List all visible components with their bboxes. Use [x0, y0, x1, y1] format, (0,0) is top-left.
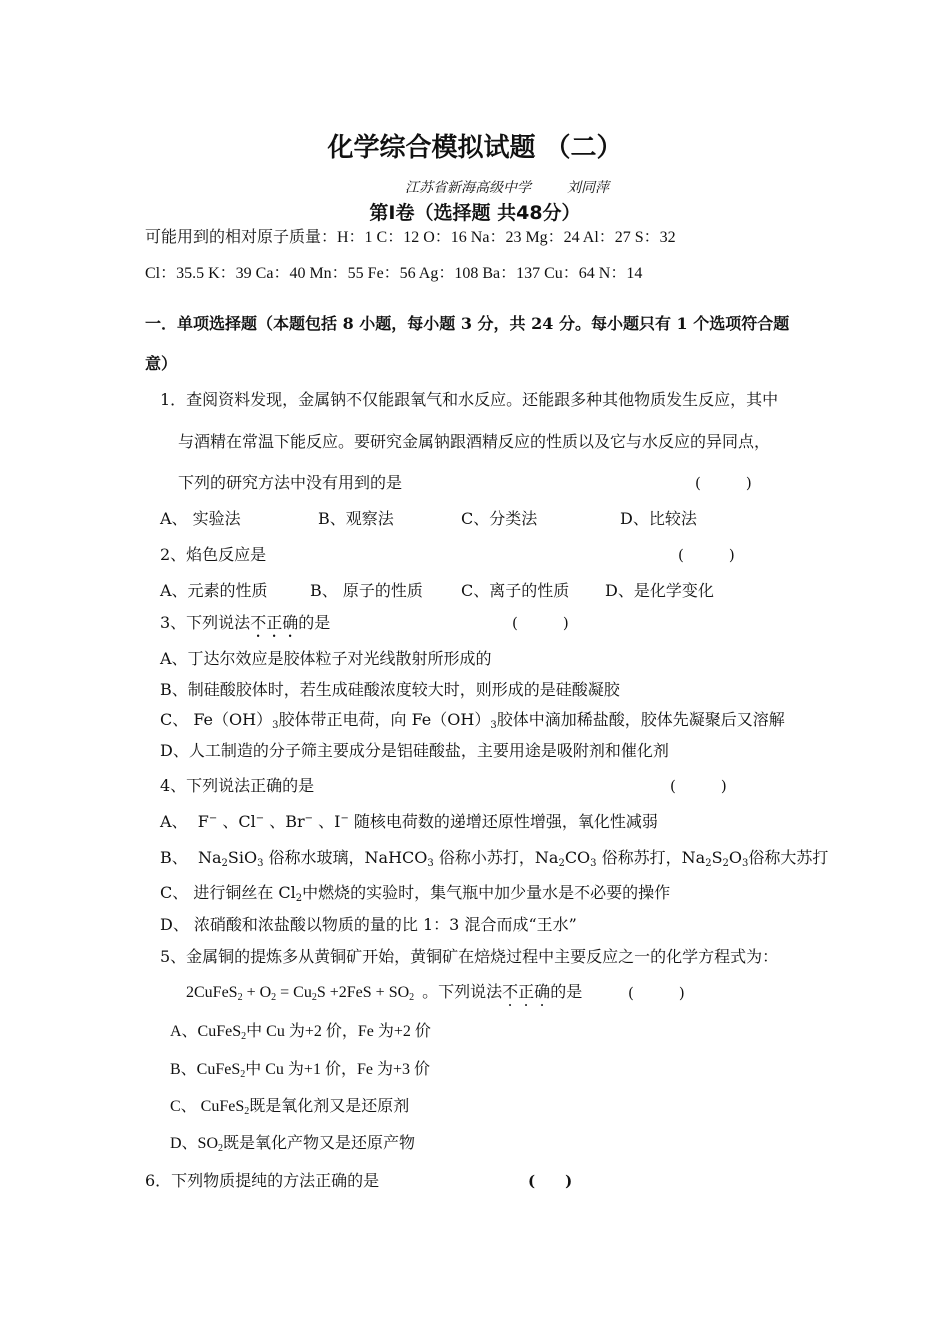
q4-c-part-2: 中燃烧的实验时，集气瓶中加少量水是不必要的操作 — [302, 883, 671, 902]
q5-c-part: C、 CuFeS — [170, 1098, 245, 1115]
ion-br: Br — [285, 812, 305, 831]
q5-stem-pre: 。下列说法 — [422, 984, 503, 1001]
q5-answer-blank: ( ) — [628, 984, 685, 1002]
section-heading-line-1: 一．单项选择题（本题包括 8 小题，每小题 3 分，共 24 分。每小题只有 1 个选项符合题 — [145, 314, 790, 333]
section-heading-line-2: 意） — [145, 354, 178, 373]
volume-heading: 第Ⅰ卷（选择题 共48分） — [369, 202, 581, 224]
q3-option-d: D、人工制造的分子筛主要成分是铝硅酸盐，主要用途是吸附剂和催化剂 — [160, 741, 669, 760]
eq-part: 2CuFeS — [186, 984, 238, 1001]
q3-c-sub-2: 3 — [490, 720, 497, 731]
q4-option-b — [160, 848, 828, 868]
ion-f: F — [197, 812, 209, 831]
q5-a-part: A、CuFeS — [170, 1023, 242, 1040]
ion-sep: 、 — [269, 812, 286, 831]
formula-sub: 2 — [722, 858, 729, 869]
formula-sub: 2 — [558, 858, 565, 869]
q3-option-c — [160, 710, 785, 730]
q6-stem: 6．下列物质提纯的方法正确的是 — [145, 1171, 380, 1190]
q3-c-part-1: C、 Fe（OH） — [160, 710, 273, 729]
ion-charge: − — [340, 813, 349, 824]
q4-b-label: B、 — [160, 848, 188, 867]
q3-option-b: B、制硅酸胶体时，若生成硅酸浓度较大时，则形成的是硅酸凝胶 — [160, 680, 620, 699]
eq-part: = Cu — [276, 984, 312, 1001]
q5-emphasis: 不正确 — [502, 984, 551, 1001]
q5-a-sub: 2 — [241, 1031, 247, 1042]
q5-b-part: B、CuFeS — [170, 1061, 241, 1078]
q5-c-part: 既是氧化剂又是还原剂 — [249, 1098, 410, 1115]
author-line — [405, 177, 609, 197]
q4-c-part-1: C、 进行铜丝在 Cl — [160, 883, 296, 902]
q6-answer-blank: ( ) — [528, 1172, 573, 1190]
q5-a-part: 中 Cu 为+2 价，Fe 为+2 价 — [246, 1023, 431, 1040]
q5-option-a — [170, 1022, 431, 1042]
q3-c-part-3: 胶体中滴加稀盐酸，胶体先凝聚后又溶解 — [496, 710, 785, 729]
q4-b-text-3: 俗称苏打， — [601, 848, 682, 867]
q3-stem-post: 的是 — [298, 613, 331, 632]
q5-d-part: 既是氧化产物又是还原产物 — [223, 1135, 416, 1152]
q3-c-part-2: 胶体带正电荷，向 Fe（OH） — [278, 710, 491, 729]
formula-text: S — [711, 848, 723, 867]
q3-stem — [160, 613, 330, 641]
q4-answer-blank: ( ) — [670, 777, 727, 795]
q5-c-sub: 2 — [244, 1106, 250, 1117]
q2-stem: 2、焰色反应是 — [160, 545, 267, 564]
ion-sep: 、 — [222, 812, 239, 831]
q1-stem-line-2: 与酒精在常温下能反应。要研究金属钠跟酒精反应的性质以及它与水反应的异同点， — [178, 432, 771, 451]
q4-a-label: A、 — [160, 812, 188, 831]
q4-option-a — [160, 812, 658, 832]
formula-sub: 3 — [742, 858, 749, 869]
q4-a-text: 随核电荷数的递增还原性增强，氧化性减弱 — [353, 812, 658, 831]
q1-option-c: C、分类法 — [461, 509, 538, 528]
q1-answer-blank: ( ) — [695, 474, 752, 492]
q1-option-d: D、比较法 — [620, 509, 697, 528]
eq-part: S +2FeS + SO — [316, 984, 410, 1001]
formula-sub: 3 — [590, 858, 597, 869]
q4-option-c — [160, 883, 670, 903]
q3-stem-pre: 3、下列说法 — [160, 613, 251, 632]
ion-i: I — [334, 812, 341, 831]
formula-sub: 2 — [705, 858, 712, 869]
q2-option-a: A、元素的性质 — [160, 581, 268, 600]
q5-stem-post: 的是 — [550, 984, 583, 1001]
formula-sub: 3 — [257, 858, 264, 869]
q4-b-text-2: 俗称小苏打， — [438, 848, 535, 867]
eq-sub: 2 — [311, 992, 317, 1003]
school-name: 江苏省新海高级中学 — [405, 180, 531, 196]
q5-d-part: D、SO — [170, 1135, 219, 1152]
q2-option-c: C、离子的性质 — [461, 581, 570, 600]
ion-sep: 、 — [318, 812, 335, 831]
q1-stem-line-3: 下列的研究方法中没有用到的是 — [178, 473, 403, 492]
q3-answer-blank: ( ) — [512, 614, 569, 632]
q5-b-part: 中 Cu 为+1 价，Fe 为+3 价 — [245, 1061, 430, 1078]
formula-text: NaHCO — [364, 848, 428, 867]
eq-sub: 2 — [237, 992, 243, 1003]
q5-option-c — [170, 1097, 409, 1117]
q5-equation — [186, 983, 582, 1010]
q3-option-a: A、丁达尔效应是胶体粒子对光线散射所形成的 — [160, 649, 492, 668]
q1-option-a: A、 实验法 — [160, 509, 241, 528]
atomic-mass-line-2: Cl：35.5 K：39 Ca：40 Mn：55 Fe：56 Ag：108 Ba：137 Cu：64 N：14 — [145, 265, 643, 282]
author-name: 刘同萍 — [567, 180, 609, 196]
formula-text: Na — [681, 848, 706, 867]
q4-b-text-1: 俗称水玻璃， — [268, 848, 365, 867]
formula-sub: 3 — [427, 858, 434, 869]
q2-answer-blank: ( ) — [678, 546, 735, 564]
q3-c-sub-1: 3 — [272, 720, 279, 731]
page-title: 化学综合模拟试题 （二） — [327, 133, 623, 163]
eq-sub: 2 — [271, 992, 277, 1003]
q5-option-b — [170, 1060, 430, 1080]
atomic-mass-line-1: 可能用到的相对原子质量：H：1 C：12 O：16 Na：23 Mg：24 Al：27 S：32 — [145, 229, 676, 246]
formula-text: Na — [534, 848, 559, 867]
formula-text: CO — [564, 848, 591, 867]
ion-cl: Cl — [238, 812, 256, 831]
ion-charge: − — [208, 813, 218, 824]
q4-option-d: D、 浓硝酸和浓盐酸以物质的量的比 1：3 混合而成“王水” — [160, 915, 577, 934]
q5-stem-line-1: 5、金属铜的提炼多从黄铜矿开始，黄铜矿在焙烧过程中主要反应之一的化学方程式为： — [160, 947, 779, 966]
q4-stem: 4、下列说法正确的是 — [160, 776, 315, 795]
q1-option-b: B、观察法 — [318, 509, 394, 528]
ion-charge: − — [304, 813, 313, 824]
q4-c-sub: 2 — [295, 893, 303, 904]
eq-part: + O — [242, 984, 272, 1001]
formula-text: Na — [197, 848, 222, 867]
formula-sub: 2 — [221, 858, 228, 869]
eq-sub: 2 — [409, 992, 415, 1003]
q5-b-sub: 2 — [240, 1069, 246, 1080]
formula-text: SiO — [227, 848, 258, 867]
q1-stem-line-1: 1．查阅资料发现，金属钠不仅能跟氧气和水反应。还能跟多种其他物质发生反应，其中 — [160, 390, 779, 409]
ion-charge: − — [255, 813, 265, 824]
q5-option-d — [170, 1134, 415, 1154]
q4-b-text-4: 俗称大苏打 — [748, 848, 829, 867]
q2-option-d: D、是化学变化 — [605, 581, 714, 600]
q2-option-b: B、 原子的性质 — [310, 581, 423, 600]
formula-text: O — [728, 848, 743, 867]
q3-emphasis: 不正确 — [250, 613, 299, 632]
q5-d-sub: 2 — [218, 1143, 224, 1154]
